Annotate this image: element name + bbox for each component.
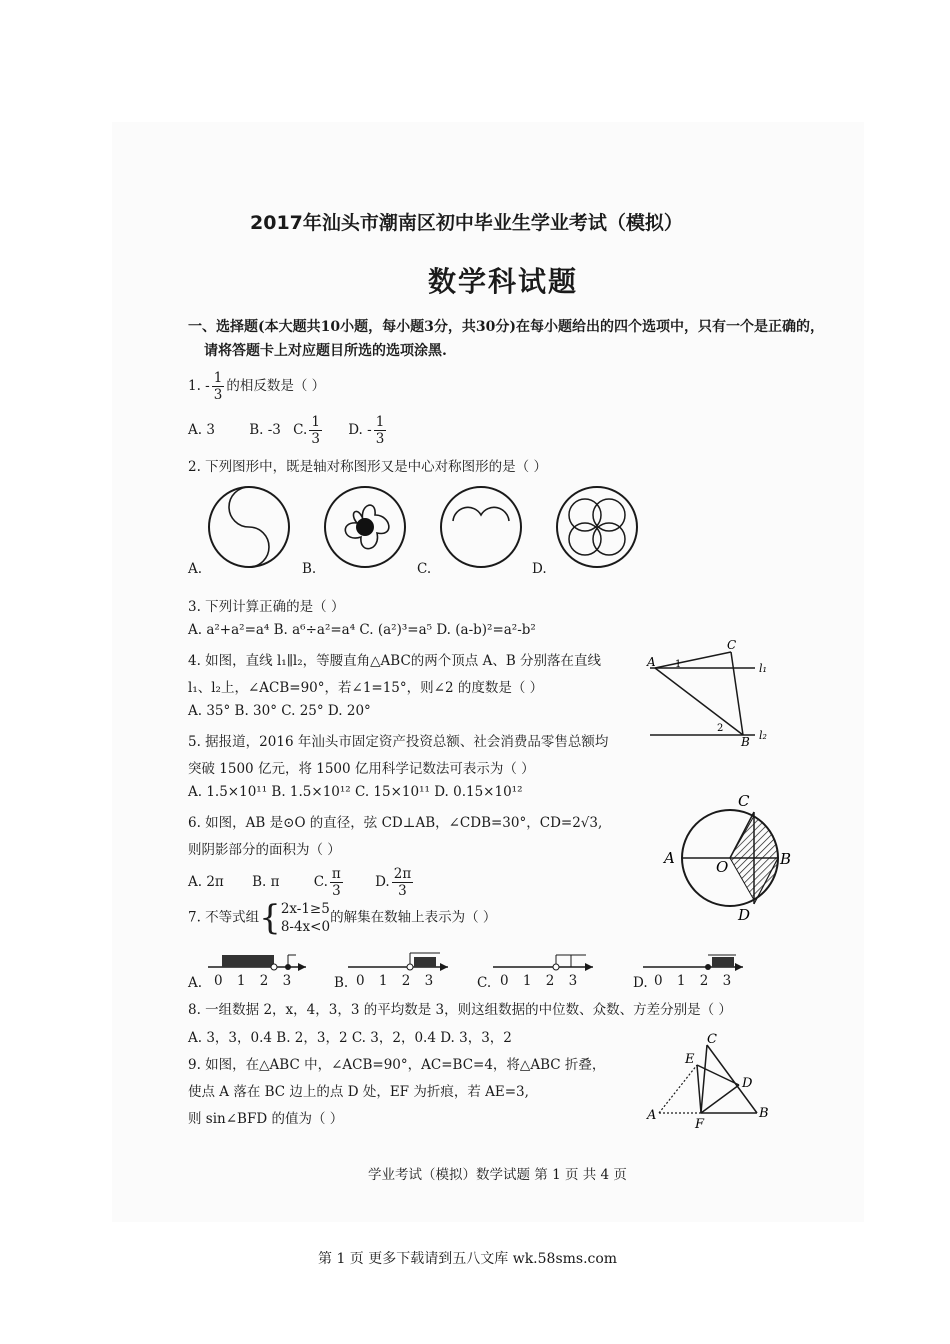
q6-label-b: B	[780, 850, 792, 868]
tick-c-2: 2	[545, 973, 555, 989]
q1-prefix: 1. -	[188, 378, 210, 394]
q1-options	[188, 414, 388, 447]
question-8: 8. 一组数据 2，x，4，3，3 的平均数是 3，则这组数据的中位数、众数、方差分别是（ ）	[188, 1002, 732, 1018]
q1-opt-d: D. -	[348, 422, 372, 438]
q1-suffix: 的相反数是（ ）	[226, 378, 326, 394]
q7-ticks-b	[356, 973, 433, 989]
question-2: 2. 下列图形中，既是轴对称图形又是中心对称图形的是（ ）	[188, 459, 547, 475]
q1-frac-num: 1	[213, 370, 223, 386]
q1-opt-d-num: 1	[375, 414, 385, 430]
q9-label-b: B	[759, 1106, 769, 1121]
q6-opt-d-num: 2π	[393, 866, 412, 882]
q1-opt-d-den: 3	[375, 431, 385, 447]
q4-label-c: C	[727, 638, 737, 652]
q6-figure	[660, 790, 790, 925]
q2-opt-c: C.	[417, 561, 432, 577]
figure-fan	[325, 487, 405, 567]
q1-frac-den: 3	[213, 387, 223, 403]
q7-opt-a: A.	[188, 975, 203, 991]
numberline-c	[493, 955, 593, 971]
question-5-line2: 突破 1500 亿元，将 1500 亿用科学记数法可表示为（ ）	[188, 761, 535, 777]
q7-ticks-a	[214, 973, 291, 989]
q1-opt-c-frac	[309, 414, 322, 447]
q9-figure	[645, 1032, 775, 1132]
figure-four-petal	[557, 487, 637, 567]
question-9-line2: 使点 A 落在 BC 边上的点 D 处，EF 为折痕，若 AE=3,	[188, 1084, 529, 1100]
tick-a-3: 3	[282, 973, 292, 989]
tick-a-0: 0	[214, 973, 223, 989]
q4-label-angle1: 1	[675, 659, 682, 670]
q7-ineq1: 2x-1≥5	[280, 901, 330, 917]
question-4-line1: 4. 如图，直线 l₁∥l₂，等腰直角△ABC的两个顶点 A、B 分别落在直线	[188, 653, 602, 669]
q4-label-l1: l₁	[759, 662, 767, 675]
tick-a-1: 1	[236, 973, 246, 989]
numberline-d	[643, 955, 743, 971]
q1-fraction	[212, 370, 225, 403]
q6-label-c: C	[738, 792, 750, 810]
tick-d-1: 1	[676, 973, 686, 989]
question-3: 3. 下列计算正确的是（ ）	[188, 599, 345, 615]
tick-a-2: 2	[259, 973, 269, 989]
q2-opt-a: A.	[188, 561, 203, 577]
question-7	[188, 900, 496, 936]
q6-opt-c-den: 3	[332, 883, 341, 899]
question-9-line3: 则 sin∠BFD 的值为（ ）	[188, 1111, 344, 1127]
q7-suffix: 的解集在数轴上表示为（ ）	[330, 909, 497, 926]
exam-title: 2017年汕头市潮南区初中毕业生学业考试（模拟）	[250, 212, 683, 234]
q7-ticks-c	[500, 973, 577, 989]
section-heading-line1: 一、选择题(本大题共10小题，每小题3分，共30分)在每小题给出的四个选项中，只有一个是正确的，	[188, 319, 824, 335]
q1-opt-a: A. 3	[188, 422, 215, 438]
figure-heart-arcs	[441, 487, 521, 567]
q7-ticks-d	[654, 973, 731, 989]
q9-label-d: D	[742, 1076, 753, 1091]
question-6-line2: 则阴影部分的面积为（ ）	[188, 842, 341, 858]
q1-opt-b: B. -3	[249, 422, 281, 438]
q6-opt-b: B. π	[252, 874, 280, 890]
download-note: 第 1 页 更多下载请到五八文库 wk.58sms.com	[318, 1251, 618, 1267]
q1-opt-c-num: 1	[311, 414, 320, 430]
tick-c-0: 0	[500, 973, 509, 989]
q2-opt-d: D.	[532, 561, 547, 577]
q7-opt-d: D.	[633, 975, 648, 991]
tick-d-0: 0	[654, 973, 663, 989]
q6-opt-d-frac	[392, 866, 413, 899]
q6-opt-d-den: 3	[398, 883, 407, 899]
numberline-a	[208, 955, 306, 971]
q1-opt-c-den: 3	[311, 431, 320, 447]
q1-opt-c: C.	[293, 422, 308, 438]
tick-b-0: 0	[356, 973, 365, 989]
q6-label-a: A	[664, 849, 675, 867]
q7-system	[281, 900, 330, 936]
q5-options: A. 1.5×10¹¹ B. 1.5×10¹² C. 15×10¹¹ D. 0.15×10¹²	[188, 784, 523, 800]
q6-opt-c-frac	[330, 866, 343, 899]
q9-label-e: E	[685, 1052, 695, 1067]
q2-opt-b: B.	[302, 561, 317, 577]
q7-opt-b: B.	[334, 975, 349, 991]
q8-options: A. 3，3，0.4 B. 2，3，2 C. 3，2，0.4 D. 3，3，2	[188, 1030, 512, 1046]
question-9-line1: 9. 如图，在△ABC 中，∠ACB=90°，AC=BC=4，将△ABC 折叠，	[188, 1057, 606, 1073]
question-1	[188, 370, 325, 403]
tick-d-3: 3	[722, 973, 732, 989]
question-6-line1: 6. 如图，AB 是⊙O 的直径，弦 CD⊥AB，∠CDB=30°，CD=2√3,	[188, 815, 603, 831]
tick-b-1: 1	[378, 973, 388, 989]
q7-opt-c: C.	[477, 975, 492, 991]
numberline-b	[348, 953, 448, 971]
q4-label-a: A	[647, 655, 656, 669]
q9-label-a: A	[647, 1108, 657, 1123]
tick-b-3: 3	[424, 973, 434, 989]
q4-figure	[645, 640, 775, 750]
question-4-line2: l₁、l₂上，∠ACB=90°，若∠1=15°，则∠2 的度数是（ ）	[188, 680, 544, 696]
q6-opt-c: C.	[313, 874, 328, 890]
page-footer: 学业考试（模拟）数学试题 第 1 页 共 4 页	[368, 1167, 627, 1183]
q6-opt-d: D.	[375, 874, 390, 890]
q6-opt-a: A. 2π	[188, 874, 224, 890]
q4-label-l2: l₂	[759, 729, 767, 742]
tick-b-2: 2	[401, 973, 411, 989]
figure-yin-yang	[209, 487, 289, 567]
tick-d-2: 2	[699, 973, 709, 989]
q4-label-b: B	[741, 735, 750, 749]
tick-c-3: 3	[568, 973, 578, 989]
tick-c-1: 1	[522, 973, 532, 989]
q1-opt-d-frac	[374, 414, 387, 447]
q4-label-angle2: 2	[717, 723, 724, 734]
q6-label-o: O	[716, 858, 729, 876]
subject-title: 数学科试题	[428, 265, 579, 298]
section-heading-line2: 请将答题卡上对应题目所选的选项涂黑.	[204, 343, 447, 359]
q7-ineq2: 8-4x<0	[280, 919, 331, 935]
q3-options: A. a²+a²=a⁴ B. a⁶÷a²=a⁴ C. (a²)³=a⁵ D. (a-b)²=a²-b²	[188, 622, 536, 638]
q4-options: A. 35° B. 30° C. 25° D. 20°	[188, 703, 371, 719]
q7-prefix: 7. 不等式组	[188, 909, 260, 926]
q7-brace: {	[259, 898, 281, 938]
q6-label-d: D	[738, 906, 751, 924]
question-5-line1: 5. 据报道，2016 年汕头市固定资产投资总额、社会消费品零售总额均	[188, 734, 609, 750]
q9-label-c: C	[707, 1032, 717, 1047]
q9-label-f: F	[695, 1117, 705, 1132]
q6-opt-c-num: π	[331, 866, 341, 882]
q6-options	[188, 866, 415, 899]
